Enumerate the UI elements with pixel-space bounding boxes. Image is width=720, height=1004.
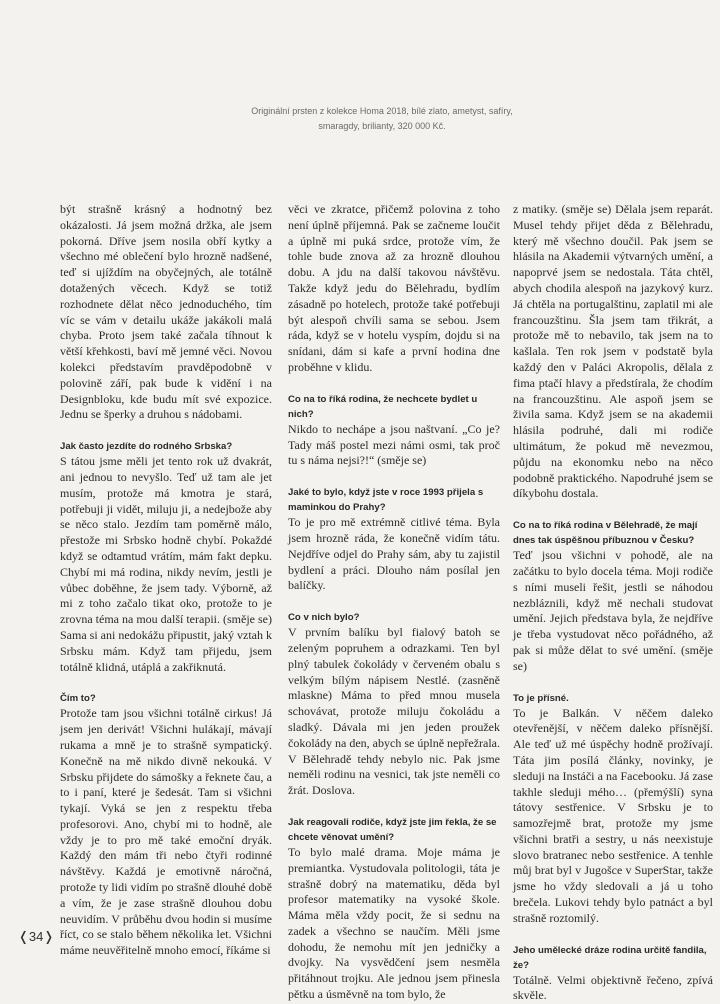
interview-answer: z matiky. (směje se) Dělala jsem reparát. Musel tehdy přijet děda z Bělehradu, který mě všechno doučil. Pak jsem se hlásila na Akademii výtvarných umění, a napoprvé jsem se nedostala. Táta chtěl, abych chodila alespoň na jazykový kurz. Já chtěla na portugalštinu, zaplatil mi ale francouzštinu. Šla jsem tam třikrát, a protože mě to nebavilo, tak jsem na to kašlala. Ten rok jsem v podstatě byla každý den v Paláci Akropolis, dělala z fima ptačí hlavy a předstírala, že chodím na francouzštinu. Ale aspoň jsem se živila sama. Když jsem se na akademii hlásila podruhé, dali mi rodiče ultimátum, že pokud mě nevezmou, půjdu na ekonomku nebo na něco podobně praktického. Napodruhé jsem se díkybohu dostala.	[513, 202, 713, 501]
paragraph-gap	[513, 927, 713, 943]
interview-answer: Nikdo to nechápe a jsou naštvaní. „Co je? Tady máš postel mezi námi osmi, tak proč tu s náma nejsi?!“ (směje se)	[288, 421, 500, 468]
photo-caption: Originální prsten z kolekce Homa 2018, bílé zlato, ametyst, safíry, smaragdy, brilianty, 320 000 Kč.	[251, 106, 513, 131]
interview-answer: To je pro mě extrémně citlivé téma. Byla jsem hrozně ráda, že konečně vidím tátu. Nejdříve odjel do Prahy sám, aby tu zajistil bydlení a práci. Dlouho nám posílal jen balíčky.	[288, 515, 500, 593]
page-number: ❬34❭	[18, 929, 55, 944]
article-column-2	[288, 202, 500, 1003]
interview-answer: V prvním balíku byl fialový batoh se zeleným popruhem a odrazkami. Ten byl plný tabulek čokolády v červeném obalu s velkým bílým nápisem Nestlé. (zasněně mlaskne) Máma to před mnou musela schovávat, protože miluju čokoládu a sladký. Dávala mi jen jeden proužek čokolády na den, abych se úplně nepřežrala. V Bělehradě tehdy nebylo nic. Pak jsme neměli rodinu na vesnici, tak jste neměli co žrát. Doslova.	[288, 625, 500, 798]
paragraph-gap	[288, 376, 500, 392]
paragraph-gap	[513, 502, 713, 518]
paragraph-gap	[513, 675, 713, 691]
interview-question: Co v nich bylo?	[288, 612, 360, 624]
interview-question: Jak často jezdíte do rodného Srbska?	[60, 441, 233, 453]
interview-question: Jaké to bylo, když jste v roce 1993 přijela s maminkou do Prahy?	[288, 487, 484, 514]
interview-question: Co na to říká rodina, že nechcete bydlet u nich?	[288, 393, 478, 420]
interview-answer: S tátou jsme měli jet tento rok už dvakrát, ani jednou to nevyšlo. Teď už tam ale jet musím, protože má kmotra je stará, potřebuji ji vidět, miluju ji, a nedejbože aby se něco stalo. Jezdím tam poměrně málo, přestože mi Srbsko hodně chybí. Pokaždé když se odtamtud vrátím, mám fakt depku. Chybí mi má rodina, nikdy nevím, jestli je vůbec doběhne, že jsem tady. Výborně, až mi z toho začalo tikat oko, protože to je zrovna téma na mou další terapii. (směje se) Sama si ani nedokážu připustit, jaký vztah k Srbsku mám. Když tam přijedu, jsem totálně klidná, utáplá a zakřiknutá.	[60, 454, 272, 674]
interview-answer: být strašně krásný a hodnotný bez okázalosti. Já jsem možná držka, ale jsem pokorná. Dříve jsem nosila obří kytky a všechno mé oblečení bylo hrozně nadšené, teď si ujíždím na obyčejných, ale totálně dotažených věcech. Když se totiž rozhodnete dělat něco jednoduchého, tím víc se vám v detailu ukáže jakákoli malá chyba. Proto jsem také začala tíhnout k větší křehkosti, baví mě jemné věci. Novou kolekci představím pravděpodobně v polovině září, pak bude k vidění i na Designbloku, kde budu mít své expozice. Jednu se šperky a druhou s nádobami.	[60, 202, 272, 422]
paragraph-gap	[288, 594, 500, 610]
interview-question: To je přísné.	[513, 692, 569, 704]
interview-answer: To je Balkán. V něčem daleko otevřenější, v něčem daleko přísnější. Ale teď už mé úspěchy hodně prožívají. Táta jim posílá články, novinky, je sleduji na Instáči a na Facebooku. Já zase takhle sleduji mého… (přemýšlí) syna tátovy sestřenice. V Srbsku je to samozřejmě brat, protože my jsme všichni bratři a sestry, u nás neexistuje slovo bratranec nebo sestřenice. A tenhle můj brat byl v Jugošce v SuperStar, takže jsme ho vždy sledovali a já u toho brečela. Lukovi tehdy bylo patnáct a byl strašně roztomilý.	[513, 705, 713, 925]
interview-question: Jeho umělecké dráze rodina určitě fandila, že?	[513, 944, 707, 971]
interview-answer: Protože tam jsou všichni totálně cirkus! Já jsem jen derivát! Všichni hulákají, mávají rukama a mně je to strašně sympatický. Konečně na mě nikdo divně nekouká. V Srbsku přijdete do sámošky a řeknete čau, a to i paní, které je šedesát. Tam si všichni tykají. Vyká se jen z respektu třeba profesorovi. Ano, chybí mi to hodně, ale vždy je to pro mě také emoční dryák. Každý den mám tři nebo čtyři rodinné návštěvy. Každá je emotivně náročná, protože ty lidi vidím po strašně dlouhé době a vím, že je zase strašně dlouhou dobu neuvidím. V průběhu dvou hodin si musíme říct, co se stalo během několika let. Všichni máme neuvěřitelně mnoho emocí, říkáme si	[60, 706, 272, 958]
interview-answer: Teď jsou všichni v pohodě, ale na začátku to bylo docela téma. Moji rodiče s ními museli řešit, jestli se náhodou nezbláznili, když mě nechali studovat umění. Jejich představa byla, že nejdříve je třeba vystudovat něco pořádného, až pak si může dělat to své umění. (směje se)	[513, 548, 713, 673]
interview-answer: věci ve zkratce, přičemž polovina z toho není úplně příjemná. Pak se začneme loučit a úplně mi puká srdce, protože vím, že tohle bude znova až za hrozně dlouhou dobu. A jdu na další takovou návštěvu. Takže když jedu do Bělehradu, bydlím zásadně po hotelech, protože také potřebuji být alespoň chvíli sama se sebou. Jsem ráda, když se v hotelu vyspím, dojdu si na snídani, dám si kafe a první hodina dne proběhne v klidu.	[288, 202, 500, 374]
article-column-3	[513, 202, 713, 1004]
paragraph-gap	[60, 423, 272, 439]
article-column-1	[60, 202, 272, 959]
interview-question: Co na to říká rodina v Bělehradě, že mají dnes tak úspěšnou příbuznou v Česku?	[513, 520, 698, 547]
interview-question: Jak reagovali rodiče, když jste jim řekla, že se chcete věnovat umění?	[288, 816, 497, 843]
interview-answer: To bylo malé drama. Moje máma je premiantka. Vystudovala politologii, táta je strašně dobrý na matematiku, děda byl profesor matematiky na vysoké škole. Máma měla vždy pocit, že si sednu na zadek a všechno se naučím. Měli jsme dohodu, že nemohu mít jen jedničky a dvojky. Na vysvědčení jsem nesměla přitáhnout trojku. Ale jednou jsem přinesla pětku a úsměvně na tom bylo, že	[288, 844, 500, 1002]
interview-question: Čím to?	[60, 693, 96, 705]
paragraph-gap	[60, 675, 272, 691]
paragraph-gap	[288, 799, 500, 815]
paragraph-gap	[288, 469, 500, 485]
interview-answer: Totálně. Velmi objektivně řečeno, zpívá skvěle.	[513, 972, 713, 1003]
